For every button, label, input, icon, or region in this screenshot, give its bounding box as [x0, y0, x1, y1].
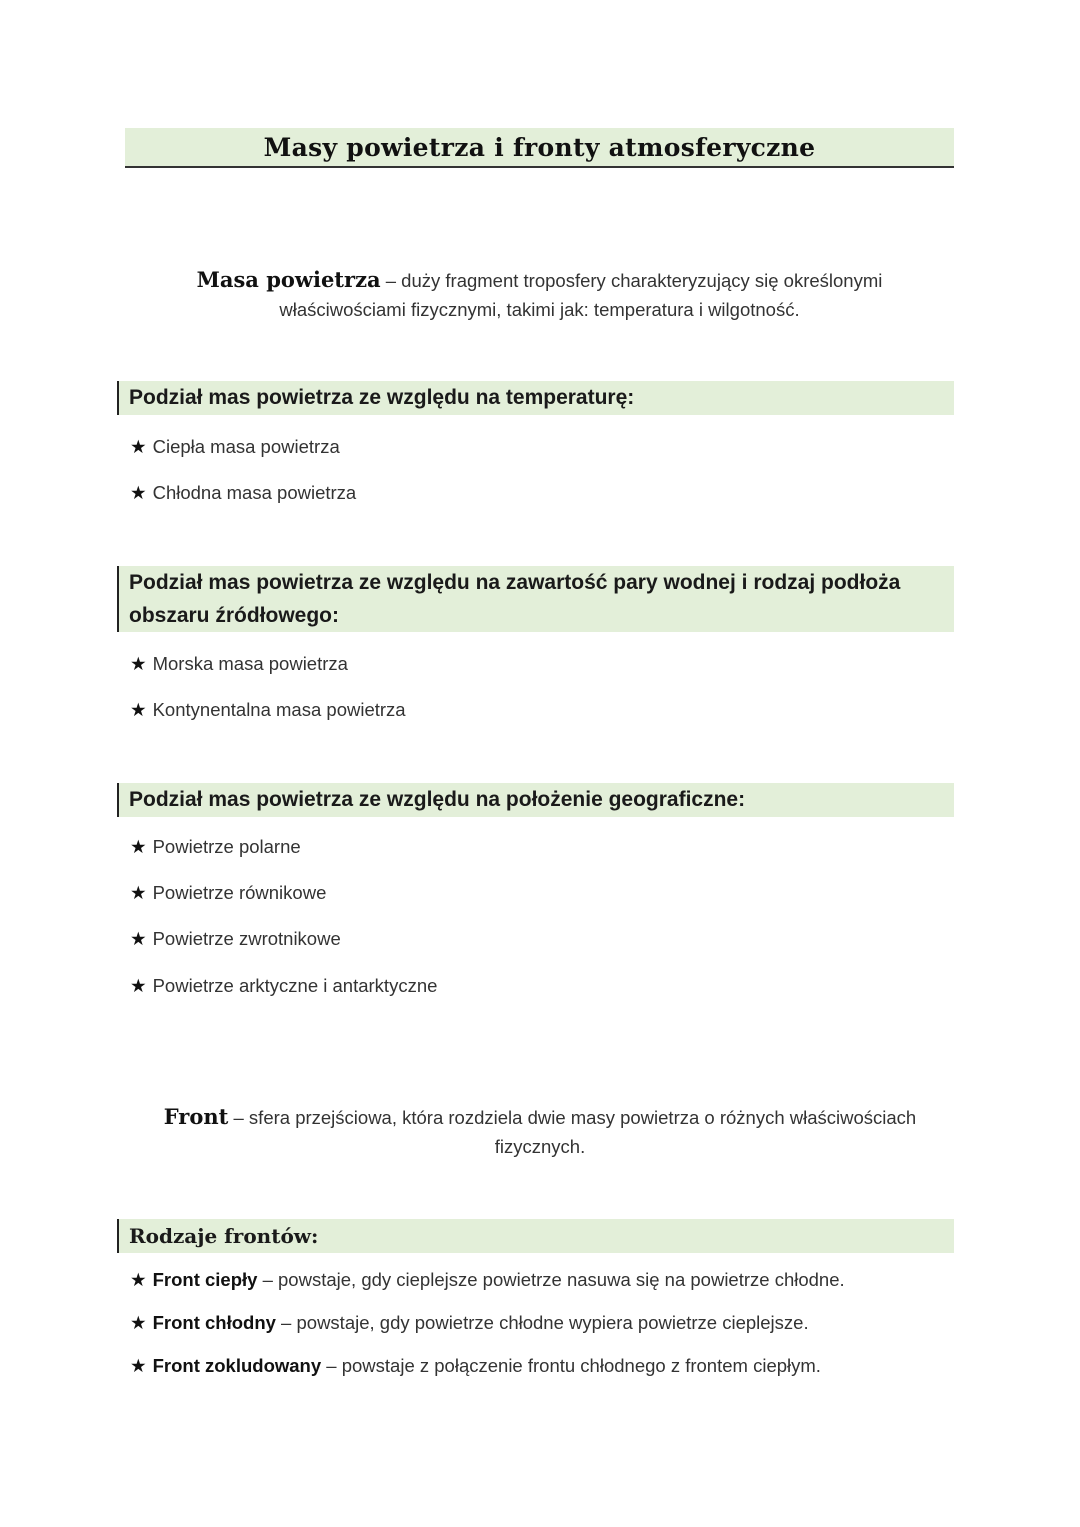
- star-icon: ★: [130, 928, 147, 949]
- section-heading-temperature: Podział mas powietrza ze względu na temperaturę:: [117, 381, 954, 415]
- star-icon: ★: [130, 836, 147, 857]
- list-item: ★ Ciepła masa powietrza: [130, 436, 340, 457]
- section-heading-humidity: [117, 566, 954, 632]
- section-heading-fronts: Rodzaje frontów:: [117, 1219, 954, 1253]
- front-name: Front ciepły: [152, 1269, 258, 1290]
- air-mass-def-line1: – duży fragment troposfery charakteryzujący się określonymi: [380, 270, 883, 291]
- front-name: Front chłodny: [152, 1312, 276, 1333]
- list-item: ★ Morska masa powietrza: [130, 653, 348, 674]
- list-item: ★ Powietrze zwrotnikowe: [130, 928, 341, 949]
- star-icon: ★: [130, 699, 147, 720]
- air-mass-definition: [125, 265, 954, 324]
- section-heading-geographic: Podział mas powietrza ze względu na położenie geograficzne:: [117, 783, 954, 817]
- page-title: Masy powietrza i fronty atmosferyczne: [263, 132, 816, 162]
- list-item: ★ Powietrze arktyczne i antarktyczne: [130, 975, 438, 996]
- star-icon: ★: [130, 1355, 147, 1376]
- front-def-line1: – sfera przejściowa, która rozdziela dwie masy powietrza o różnych właściwościach: [228, 1107, 917, 1128]
- air-mass-term: Masa powietrza: [196, 267, 381, 292]
- front-name: Front zokludowany: [152, 1355, 322, 1376]
- list-item: ★ Chłodna masa powietrza: [130, 482, 357, 503]
- title-bar: [125, 128, 954, 168]
- front-term: Front: [163, 1104, 229, 1129]
- star-icon: ★: [130, 653, 147, 674]
- section-heading-line2: obszaru źródłowego:: [129, 604, 339, 627]
- air-mass-def-line2: właściwościami fizycznymi, takimi jak: temperatura i wilgotność.: [279, 299, 800, 320]
- star-icon: ★: [130, 1312, 147, 1333]
- list-item: ★ Powietrze polarne: [130, 836, 301, 857]
- list-item: [130, 1355, 821, 1377]
- star-icon: ★: [130, 482, 147, 503]
- star-icon: ★: [130, 975, 147, 996]
- front-def-line2: fizycznych.: [494, 1136, 586, 1157]
- front-desc: – powstaje z połączenie frontu chłodnego z frontem ciepłym.: [321, 1355, 821, 1376]
- list-item: ★ Kontynentalna masa powietrza: [130, 699, 406, 720]
- list-item: ★ Powietrze równikowe: [130, 882, 327, 903]
- front-desc: – powstaje, gdy cieplejsze powietrze nasuwa się na powietrze chłodne.: [257, 1269, 845, 1290]
- front-definition: [120, 1102, 960, 1161]
- list-item: [130, 1312, 809, 1334]
- front-desc: – powstaje, gdy powietrze chłodne wypiera powietrze cieplejsze.: [275, 1312, 809, 1333]
- star-icon: ★: [130, 1269, 147, 1290]
- section-heading-line1: Podział mas powietrza ze względu na zawartość pary wodnej i rodzaj podłoża: [129, 571, 901, 594]
- star-icon: ★: [130, 436, 147, 457]
- star-icon: ★: [130, 882, 147, 903]
- list-item: [130, 1269, 845, 1291]
